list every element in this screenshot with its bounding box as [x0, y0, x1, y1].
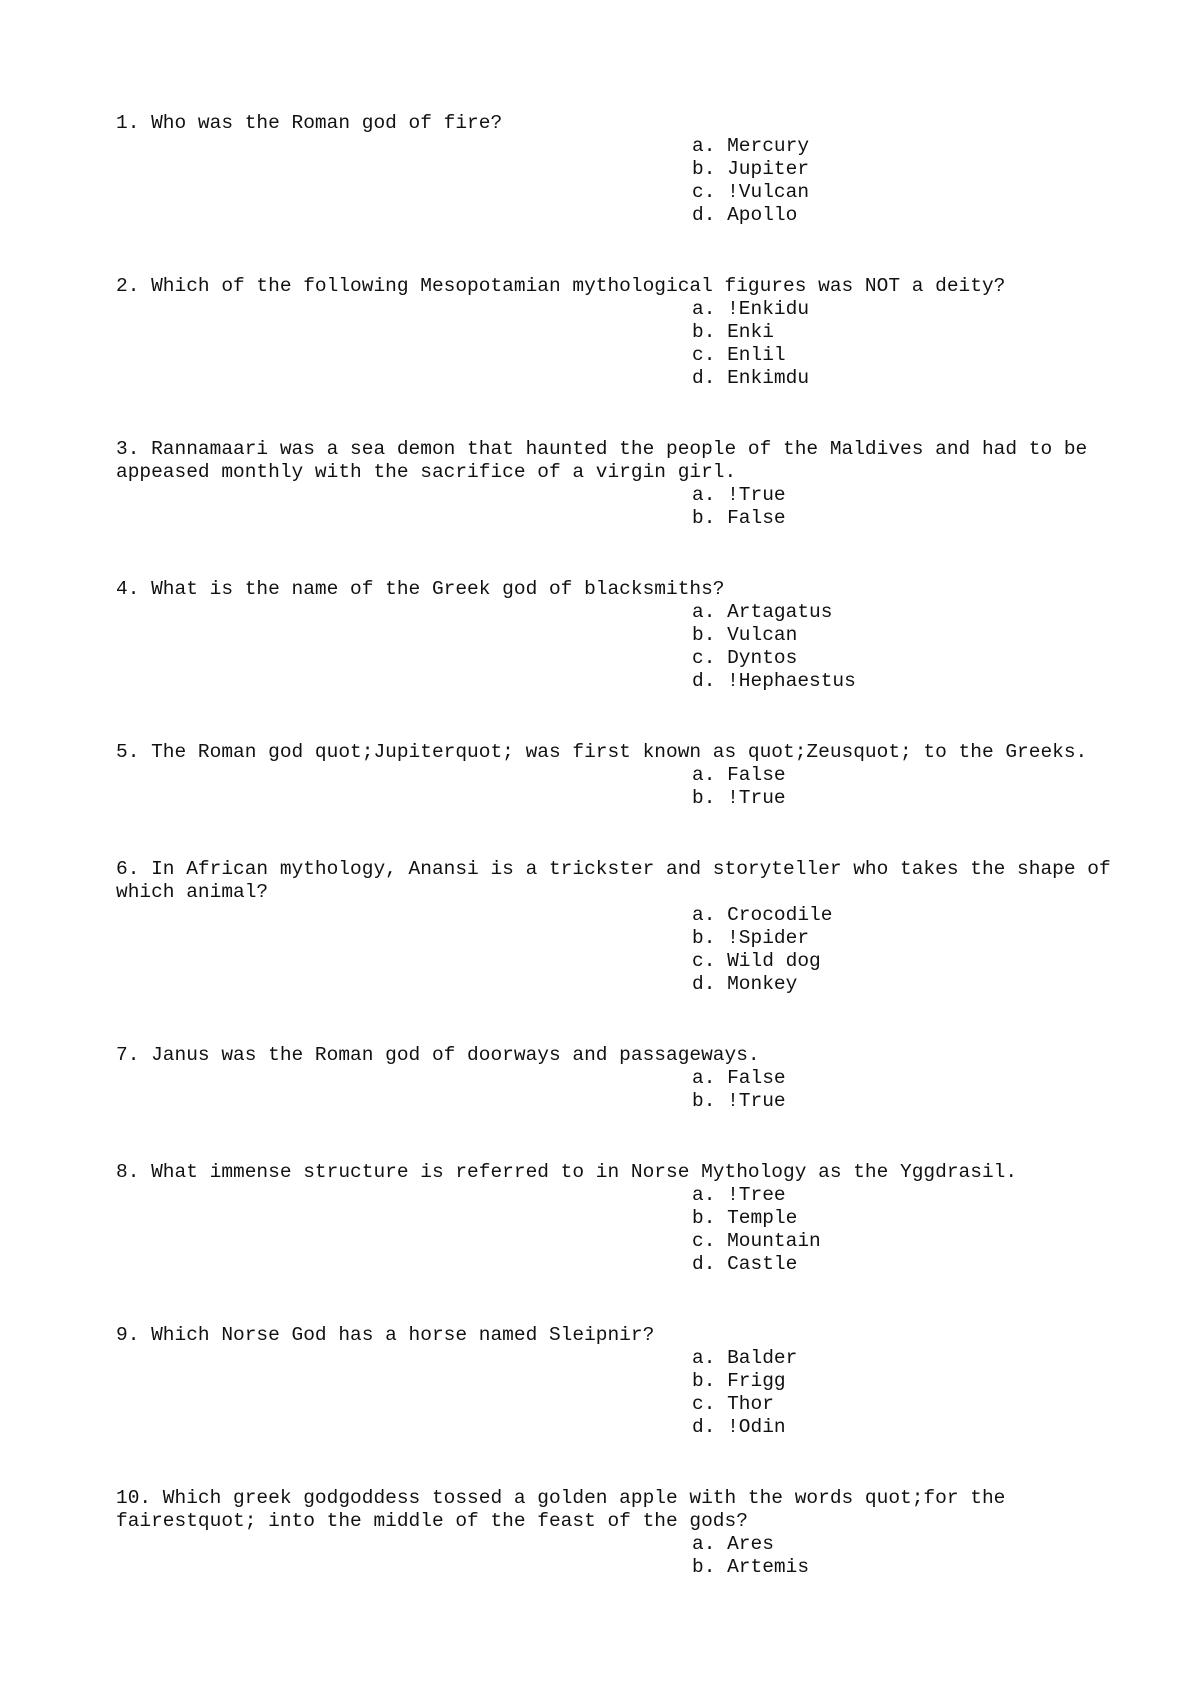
answer-options	[116, 601, 1116, 693]
answer-option: d. !Odin	[692, 1416, 786, 1438]
question-9	[116, 1324, 1116, 1439]
question-text: 6. In African mythology, Anansi is a trickster and storyteller who takes the shape of which animal?	[116, 858, 1111, 903]
answer-option: d. !Hephaestus	[692, 670, 856, 692]
question-text: 2. Which of the following Mesopotamian mythological figures was NOT a deity?	[116, 275, 1006, 297]
question-text: 5. The Roman god quot;Jupiterquot; was first known as quot;Zeusquot; to the Greeks.	[116, 741, 1088, 763]
answer-option: d. Enkimdu	[692, 367, 810, 389]
answer-option: c. Thor	[692, 1393, 774, 1415]
answer-option: b. Temple	[692, 1207, 798, 1229]
question-4	[116, 578, 1116, 693]
answer-option: c. !Vulcan	[692, 181, 810, 203]
answer-option: b. Frigg	[692, 1370, 786, 1392]
answer-option: a. Crocodile	[692, 904, 833, 926]
answer-options	[116, 1067, 1116, 1113]
answer-option: b. !Spider	[692, 927, 810, 949]
answer-options	[116, 135, 1116, 227]
answer-option: a. Mercury	[692, 135, 810, 157]
question-1	[116, 112, 1116, 227]
answer-option: a. !Enkidu	[692, 298, 810, 320]
question-3	[116, 438, 1116, 530]
answer-options	[116, 1533, 1116, 1579]
answer-option: b. False	[692, 507, 786, 529]
answer-option: b. Vulcan	[692, 624, 798, 646]
question-text: 1. Who was the Roman god of fire?	[116, 112, 503, 134]
answer-option: c. Enlil	[692, 344, 786, 366]
answer-option: a. False	[692, 1067, 786, 1089]
answer-option: b. Jupiter	[692, 158, 810, 180]
answer-option: a. Balder	[692, 1347, 798, 1369]
question-text: 3. Rannamaari was a sea demon that haunted the people of the Maldives and had to be appeased monthly with the sacrifice of a virgin girl.	[116, 438, 1088, 483]
answer-option: b. Artemis	[692, 1556, 810, 1578]
answer-options	[116, 764, 1116, 810]
question-text: 10. Which greek godgoddess tossed a golden apple with the words quot;for the fairestquot; into the middle of the feast of the gods?	[116, 1487, 1006, 1532]
question-6	[116, 858, 1116, 996]
answer-options	[116, 1184, 1116, 1276]
question-5	[116, 741, 1116, 810]
question-text: 8. What immense structure is referred to in Norse Mythology as the Yggdrasil.	[116, 1161, 1018, 1183]
question-text: 9. Which Norse God has a horse named Sleipnir?	[116, 1324, 655, 1346]
answer-option: a. !True	[692, 484, 786, 506]
answer-option: b. !True	[692, 787, 786, 809]
answer-options	[116, 904, 1116, 996]
answer-option: c. Mountain	[692, 1230, 821, 1252]
question-2	[116, 275, 1116, 390]
answer-option: b. Enki	[692, 321, 774, 343]
quiz-document	[116, 112, 1116, 1627]
question-8	[116, 1161, 1116, 1276]
question-text: 7. Janus was the Roman god of doorways and passageways.	[116, 1044, 760, 1066]
answer-option: b. !True	[692, 1090, 786, 1112]
answer-option: d. Castle	[692, 1253, 798, 1275]
answer-option: c. Dyntos	[692, 647, 798, 669]
answer-option: a. Artagatus	[692, 601, 833, 623]
answer-options	[116, 298, 1116, 390]
answer-option: a. False	[692, 764, 786, 786]
question-7	[116, 1044, 1116, 1113]
answer-option: a. Ares	[692, 1533, 774, 1555]
answer-option: d. Monkey	[692, 973, 798, 995]
answer-option: c. Wild dog	[692, 950, 821, 972]
answer-options	[116, 1347, 1116, 1439]
answer-option: d. Apollo	[692, 204, 798, 226]
answer-option: a. !Tree	[692, 1184, 786, 1206]
question-text: 4. What is the name of the Greek god of blacksmiths?	[116, 578, 725, 600]
question-10	[116, 1487, 1116, 1579]
answer-options	[116, 484, 1116, 530]
